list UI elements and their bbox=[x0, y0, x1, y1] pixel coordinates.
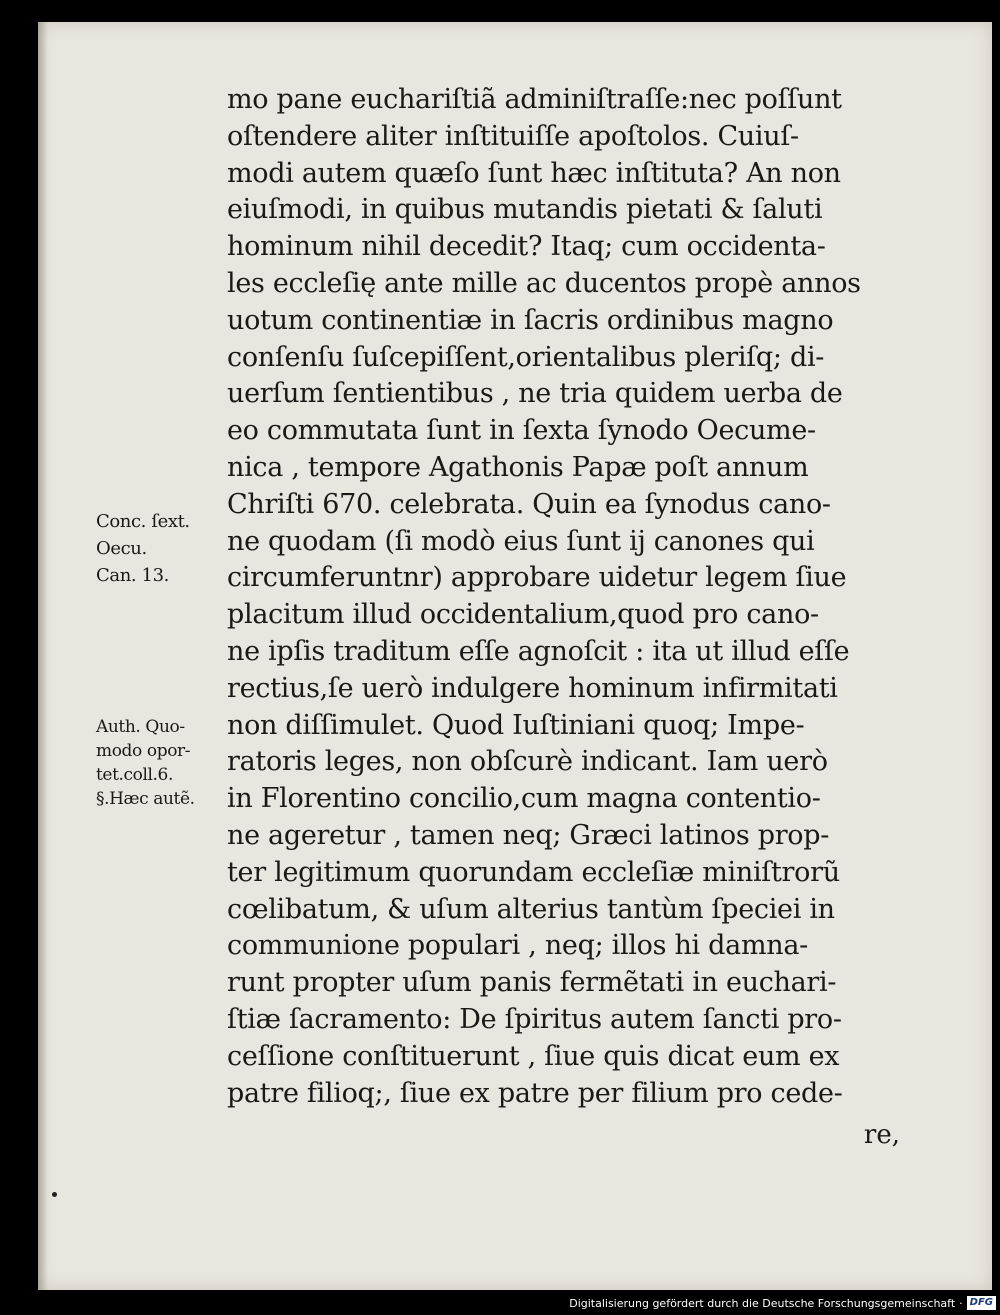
text-line: eo commutata ſunt in ſexta ſynodo Oecume- bbox=[227, 415, 816, 447]
footer-text: Digitalisierung gefördert durch die Deutsche Forschungsgemeinschaft bbox=[569, 1296, 956, 1310]
text-line: modi autem quæſo ſunt hæc inſtituta? An non bbox=[227, 157, 841, 189]
page-edge-shadow bbox=[38, 22, 48, 1290]
text-line: in Florentino concilio,cum magna contentio- bbox=[227, 783, 821, 815]
text-line: runt propter uſum panis fermẽtati in euchari- bbox=[227, 967, 837, 999]
text-line: uerſum ſentientibus , ne tria quidem uerba de bbox=[227, 378, 843, 410]
main-text-block bbox=[227, 82, 907, 1112]
text-line: eiuſmodi, in quibus mutandis pietati & ſaluti bbox=[227, 194, 823, 226]
text-line: uotum continentiæ in ſacris ordinibus magno bbox=[227, 304, 834, 336]
marginal-note-council bbox=[96, 508, 190, 589]
text-line: ter legitimum quorundam eccleſiæ miniſtrorũ bbox=[227, 856, 840, 888]
text-line: mo pane euchariſtiã adminiſtraſſe:nec poſſunt bbox=[227, 84, 842, 115]
marginal-line: tet.coll.6. bbox=[96, 765, 173, 785]
text-line: ne quodam (ſi modò eius ſunt ij canones qui bbox=[227, 525, 815, 557]
marginal-line: Conc. ſext. bbox=[96, 511, 190, 532]
marginal-line: Oecu. bbox=[96, 538, 147, 559]
text-line: rectius,ſe uerò indulgere hominum infirmitati bbox=[227, 672, 838, 704]
text-line: les eccleſię ante mille ac ducentos propè annos bbox=[227, 267, 861, 299]
ink-dot bbox=[52, 1192, 57, 1197]
text-line: ſtiæ ſacramento: De ſpiritus autem ſancti pro- bbox=[227, 1003, 842, 1035]
text-line: non diſſimulet. Quod Iuſtiniani quoq; Impe- bbox=[227, 709, 805, 741]
text-line: ne ageretur , tamen neq; Græci latinos prop- bbox=[227, 819, 830, 851]
marginal-note-authentica bbox=[96, 715, 195, 811]
text-line: ne ipſis traditum eſſe agnoſcit : ita ut illud eſſe bbox=[227, 635, 850, 667]
text-line: hominum nihil decedit? Itaq; cum occidenta- bbox=[227, 231, 826, 263]
text-line: oſtendere aliter inſtituiſſe apoſtolos. Cuiuſ- bbox=[227, 120, 799, 152]
text-line: cœlibatum, & uſum alterius tantùm ſpeciei in bbox=[227, 893, 835, 925]
catchword: re, bbox=[863, 1120, 900, 1150]
funding-footer: Digitalisierung gefördert durch die Deutsche Forschungsgemeinschaft · DFG bbox=[569, 1293, 996, 1313]
text-line: Chriſti 670. celebrata. Quin ea ſynodus cano- bbox=[227, 488, 831, 520]
marginal-line: modo opor- bbox=[96, 741, 191, 761]
text-line: nica , tempore Agathonis Papæ poſt annum bbox=[227, 451, 809, 483]
marginal-line: §.Hæc autẽ. bbox=[96, 789, 195, 809]
dfg-logo: DFG bbox=[967, 1296, 996, 1310]
marginal-line: Can. 13. bbox=[96, 565, 169, 586]
text-line: communione populari , neq; illos hi damna- bbox=[227, 930, 808, 962]
marginal-line: Auth. Quo- bbox=[96, 717, 185, 737]
text-line: circumferuntnr) approbare uidetur legem ſiue bbox=[227, 562, 847, 594]
text-line: placitum illud occidentalium,quod pro cano- bbox=[227, 599, 819, 631]
text-line: ceſſione conſtituerunt , ſiue quis dicat eum ex bbox=[227, 1040, 840, 1072]
text-line: ratoris leges, non obſcurè indicant. Iam uerò bbox=[227, 746, 828, 778]
text-line: conſenſu ſuſcepiſſent,orientalibus pleriſq; di- bbox=[227, 341, 825, 373]
text-line: patre filioq;, ſiue ex patre per filium pro cede- bbox=[227, 1077, 843, 1109]
